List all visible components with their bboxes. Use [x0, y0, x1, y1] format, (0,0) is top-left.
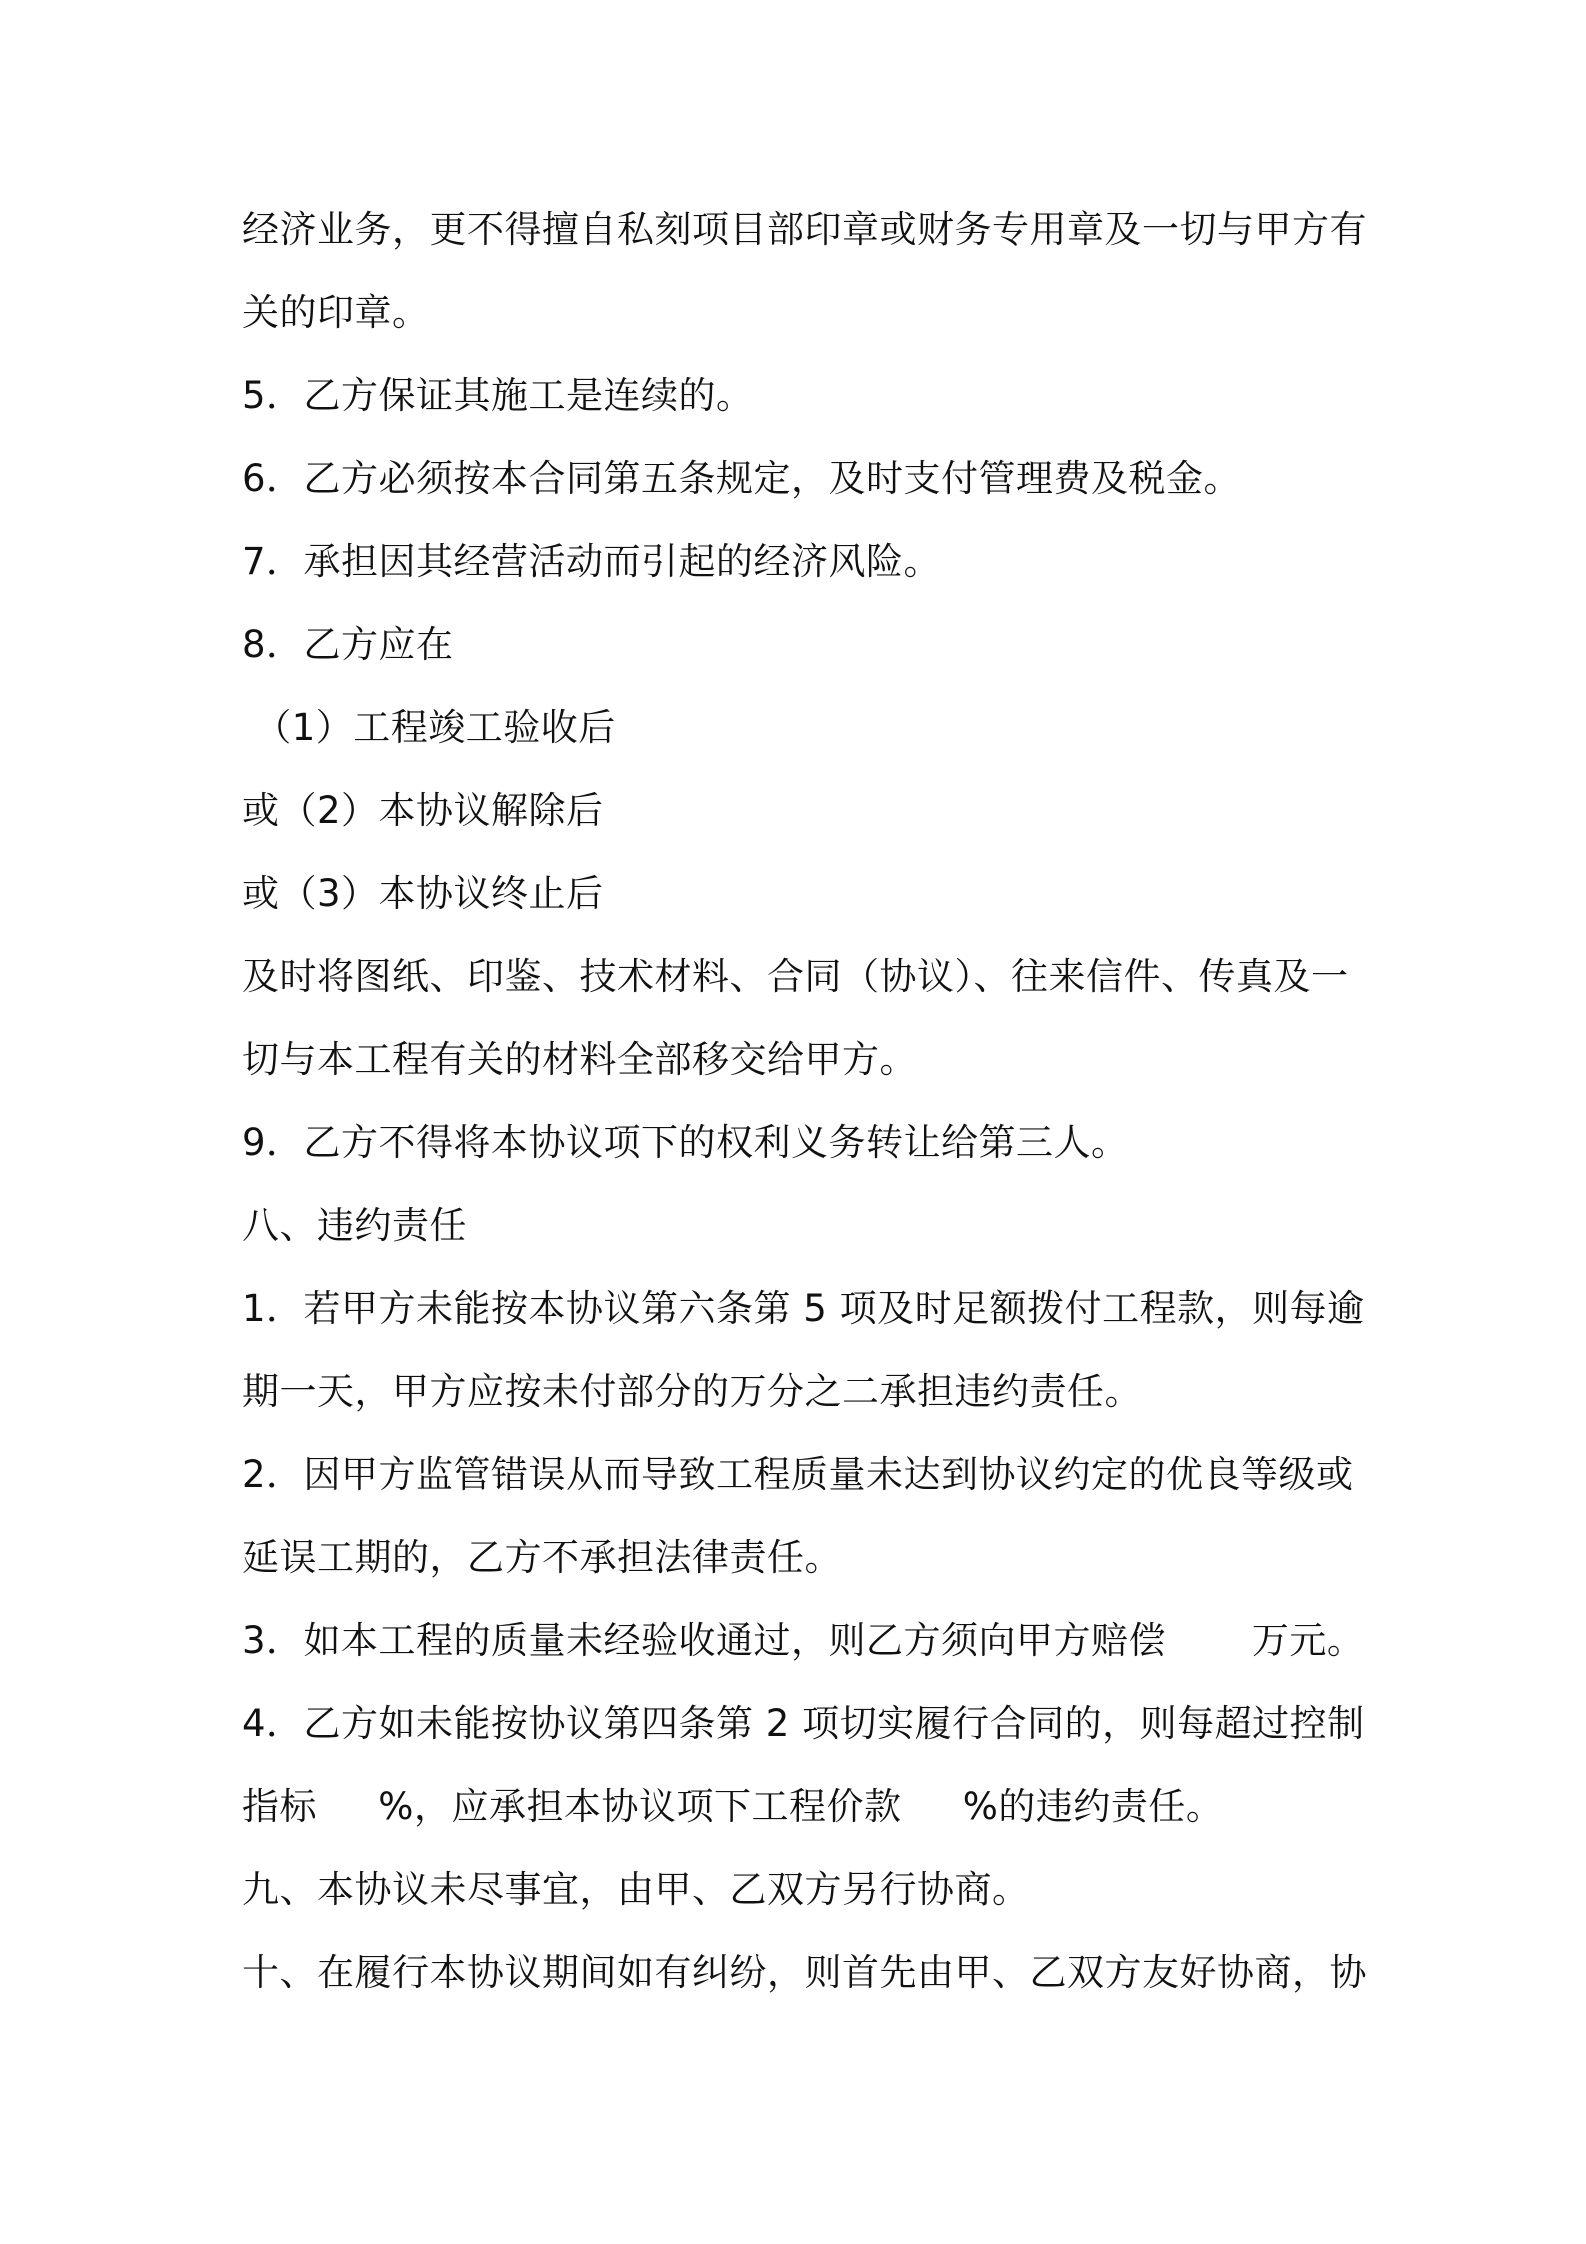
text-line-20: 指标 %，应承担本协议项下工程价款 %的违约责任。	[242, 1785, 1224, 1828]
text-line-11: 切与本工程有关的材料全部移交给甲方。	[242, 1038, 917, 1081]
text-line-19: 4．乙方如未能按协议第四条第 2 项切实履行合同的，则每超过控制	[242, 1702, 1365, 1745]
text-line-15: 期一天，甲方应按未付部分的万分之二承担违约责任。	[242, 1370, 1142, 1413]
section-heading-8: 八、违约责任	[242, 1204, 467, 1247]
text-line-12: 9．乙方不得将本协议项下的权利义务转让给第三人。	[242, 1121, 1129, 1164]
text-line-16: 2．因甲方监管错误从而导致工程质量未达到协议约定的优良等级或	[242, 1453, 1354, 1496]
section-heading-9: 九、本协议未尽事宜，由甲、乙双方另行协商。	[242, 1868, 1030, 1911]
text-line-6: 8．乙方应在	[242, 623, 454, 666]
text-line-2: 关的印章。	[242, 291, 430, 334]
text-line-17: 延误工期的，乙方不承担法律责任。	[242, 1536, 842, 1579]
text-line-9: 或（3）本协议终止后	[242, 872, 604, 915]
text-line-7: （1）工程竣工验收后	[242, 706, 616, 749]
text-line-3: 5．乙方保证其施工是连续的。	[242, 374, 754, 417]
text-line-14: 1．若甲方未能按本协议第六条第 5 项及时足额拨付工程款，则每逾	[242, 1287, 1365, 1330]
text-line-5: 7．承担因其经营活动而引起的经济风险。	[242, 540, 942, 583]
text-line-8: 或（2）本协议解除后	[242, 789, 604, 832]
text-line-18: 3．如本工程的质量未经验收通过，则乙方须向甲方赔偿 万元。	[242, 1619, 1365, 1662]
text-line-10: 及时将图纸、印鉴、技术材料、合同（协议）、往来信件、传真及一	[242, 955, 1349, 998]
text-line-1: 经济业务，更不得擅自私刻项目部印章或财务专用章及一切与甲方有	[242, 208, 1367, 251]
text-line-4: 6．乙方必须按本合同第五条规定，及时支付管理费及税金。	[242, 457, 1242, 500]
section-heading-10: 十、在履行本协议期间如有纠纷，则首先由甲、乙双方友好协商，协	[242, 1951, 1367, 1994]
